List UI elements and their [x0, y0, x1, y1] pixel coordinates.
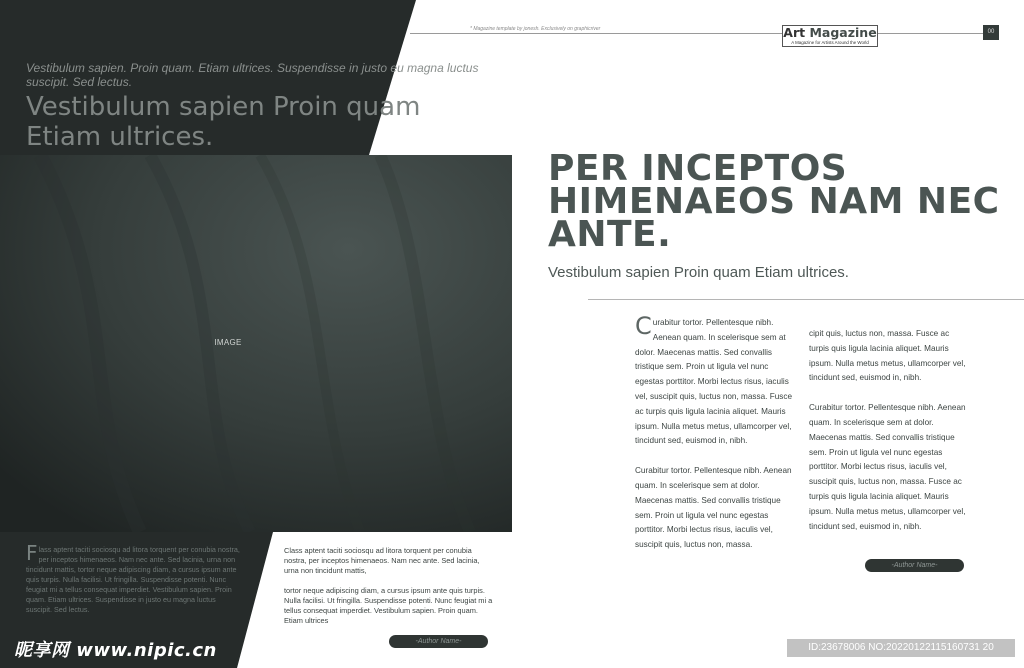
intro-text: Vestibulum sapien. Proin quam. Etiam ultrices. Suspendisse in justo eu magna luctus suscipit. Sed lectus. [26, 61, 479, 89]
left-page-title: Vestibulum sapien Proin quam Etiam ultrices. [26, 92, 421, 152]
article-headline: PER INCEPTOS HIMENAEOS NAM NEC ANTE. [548, 148, 1000, 255]
left-small-text-body: lass aptent taciti sociosqu ad litora torquent per conubia nostra, per inceptos himenaeos. Nam nec ante. Sed lacinia, urna non tincidunt mattis, tortor neque adipiscing diam, a cursus ipsum ante quis turpis. Nulla facilisi. Ut fringilla. Suspendisse potenti. Nunc feugiat mi a tellus consequat imperdiet. Vestibulum sapien. Proin quam. Etiam ultrices. Suspendisse in justo eu magna luctus suscipit. Sed lectus. [26, 545, 240, 614]
bottom-paragraph-2: tortor neque adipiscing diam, a cursus ipsum ante quis turpis. Nulla facilisi. Ut fringilla. Suspendisse potenti. Nunc feugiat mi a tellus consequat imperdiet. Vestibulum sapien. Proin quam. Etiam ultrices [284, 586, 493, 625]
page-number-badge: 00 [983, 25, 999, 40]
author-name-tag-left: -Author Name- [389, 635, 488, 648]
bottom-paragraph-1: Class aptent taciti sociosqu ad litora torquent per conubia nostra, per inceptos himenaeos. Nam nec ante. Sed lacinia, urna non tincidunt mattis, [284, 546, 480, 575]
column-2-paragraph-1: cipit quis, luctus non, massa. Fusce ac turpis quis ligula lacinia aliquet. Mauris ipsum. Nulla metus metus, ullamcorper vel, tincidunt sed, euismod in, nibh. [809, 329, 966, 383]
article-column-1 [635, 312, 793, 568]
section-divider [588, 299, 1024, 300]
bottom-article-column [284, 546, 494, 636]
article-subheadline: Vestibulum sapien Proin quam Etiam ultrices. [548, 264, 849, 281]
template-credit-note: * Magazine template by jonesh. Exclusively on graphicriver [470, 26, 601, 32]
left-small-text [26, 541, 242, 615]
header-rule-right [877, 33, 983, 34]
header-rule-left [410, 33, 782, 34]
column-1-paragraph-1 [635, 312, 793, 449]
site-watermark: 昵享网 www.nipic.cn [14, 640, 217, 661]
logo-title-art: Art [783, 25, 806, 40]
author-name-tag-right: -Author Name- [865, 559, 964, 572]
magazine-logo [782, 25, 878, 47]
logo-title [783, 27, 877, 40]
article-column-2 [809, 327, 969, 549]
logo-subtitle: A Magazine for Artists Around the World [791, 39, 869, 45]
column-2-paragraph-2: Curabitur tortor. Pellentesque nibh. Aenean quam. In scelerisque sem at dolor. Maecenas mattis. Sed convallis tristique sem. Proin ut ligula vel nunc egestas porttitor. Morbi lectus risus, iaculis vel, suscipit quis, luctus non, massa. Fusce ac turpis quis ligula lacinia aliquet. Mauris ipsum. Nulla metus metus, ullamcorper vel, tincidunt sed, euismod in, nibh. [809, 403, 966, 531]
column-1-paragraph-2: Curabitur tortor. Pellentesque nibh. Aenean quam. In scelerisque sem at dolor. Maecenas mattis. Sed convallis tristique sem. Proin ut ligula vel nunc egestas porttitor. Morbi lectus risus, iaculis vel, suscipit quis, luctus non, massa. [635, 466, 792, 550]
logo-title-magazine: Magazine [809, 25, 877, 40]
column-1-paragraph-1-text: urabitur tortor. Pellentesque nibh. Aenean quam. In scelerisque sem at dolor. Maecenas mattis. Sed convallis tristique sem. Proin ut ligula vel nunc egestas porttitor. Morbi lectus risus, iaculis vel, suscipit quis, luctus non, massa. Fusce ac turpis quis ligula lacinia aliquet. Mauris ipsum. Nulla metus metus, ullamcorper vel, tincidunt sed, euismod in, nibh. [635, 318, 792, 446]
image-label: IMAGE [214, 338, 242, 347]
drop-cap: C [635, 312, 652, 340]
drop-cap: F [26, 541, 38, 565]
image-id-bar: ID:23678006 NO:20220122115160731 20 [787, 639, 1015, 657]
